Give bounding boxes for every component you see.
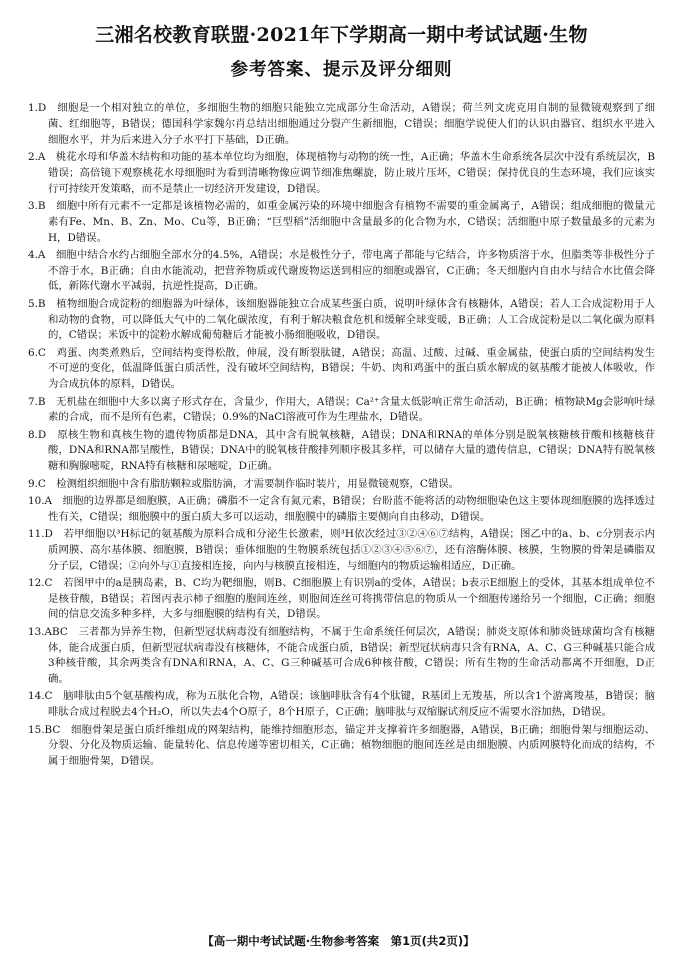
answer-item-3: 3.B 细胞中所有元素不一定都是该植物必需的，如重金属污染的环境中细胞含有植物不需要的重金属离子，A错误；组成细胞的微量元素有Fe、Mn、B、Zn、Mo、Cu等，B正确；“巨型稻”活细胞中含量最多的化合物为水，C错误；活细胞中原子数量最多的元素为H，D错误。 [28, 199, 655, 244]
answer-item-8: 8.D 原核生物和真核生物的遗传物质都是DNA，其中含有脱氧核糖，A错误；DNA和RNA的单体分别是脱氧核糖核苷酸和核糖核苷酸，DNA和RNA都呈酸性，B错误；DNA中的脱氧核苷酸排列顺序极其多样，可以储存大量的遗传信息，C错误；DNA特有脱氧核糖和胸腺嘧啶，RNA特有核糖和尿嘧啶，D正确。 [28, 428, 655, 473]
answer-item-6: 6.C 鸡蛋、肉类煮熟后，空间结构变得松散，伸展，没有断裂肽键，A错误；高温、过酸、过碱、重金属盐，使蛋白质的空间结构发生不可逆的变化，低温降低蛋白质活性，没有破坏空间结构，B错误；牛奶、肉和鸡蛋中的蛋白质水解成的氨基酸才能被人体吸收，作为合成抗体的原料，D错误。 [28, 346, 655, 391]
answer-item-15: 15.BC 细胞骨架是蛋白质纤维组成的网架结构，能维持细胞形态，锚定并支撑着许多细胞器，A错误，B正确；细胞骨架与细胞运动、分裂、分化及物质运输、能量转化、信息传递等密切相关，C正确；植物细胞的胞间连丝是由细胞膜、内质网膜特化而成的结构，不属于细胞骨架，D错误。 [28, 723, 655, 768]
answer-item-11: 11.D 若甲细胞以³H标记的氨基酸为原料合成和分泌生长激素，则³H依次经过③②④⑥⑦结构，A错误；图乙中的a、b、c分别表示内质网膜、高尔基体膜、细胞膜，B错误；垂体细胞的生物膜系统包括①②③④⑤⑥⑦，还有溶酶体膜、核膜，生物膜的骨架是磷脂双分子层，C错误；②向外与①直接相连接，向内与核膜直接相连，与细胞内的物质运输相适应，D正确。 [28, 527, 655, 572]
answer-item-13: 13.ABC 三者都为异养生物，但新型冠状病毒没有细胞结构，不属于生命系统任何层次，A错误；肺炎支原体和肺炎链球菌均含有核糖体，能合成蛋白质，但新型冠状病毒没有核糖体，不能合成蛋白质，B错误；新型冠状病毒只含有RNA，A、C、G三种碱基只能合成3种核苷酸，其余两类含有DNA和RNA，A、C、G三种碱基可合成6种核苷酸，C错误；所有生物的生命活动都离不开细胞，D正确。 [28, 625, 655, 686]
answer-item-10: 10.A 细胞的边界都是细胞膜，A正确；磷脂不一定含有氮元素，B错误；台盼蓝不能将活的动物细胞染色这主要体现细胞膜的选择透过性有关，C错误；细胞膜中的蛋白质大多可以运动，细胞膜中的磷脂主要侧向自由移动，D错误。 [28, 494, 655, 523]
answer-list [28, 101, 655, 921]
answer-item-7: 7.B 无机盐在细胞中大多以离子形式存在，含量少，作用大，A错误；Ca²⁺含量太低影响正常生命活动，B正确；植物缺Mg会影响叶绿素的合成，而不是所有色素，C错误；0.9%的NaCl溶液可作为生理盐水，D错误。 [28, 395, 655, 424]
page-subtitle: 参考答案、提示及评分细则 [230, 60, 453, 80]
answer-item-12: 12.C 若图甲中的a是胰岛素，B、C均为靶细胞，则B、C细胞膜上有识别a的受体，A错误；b表示E细胞上的受体，其基本组成单位不是核苷酸，B错误；若图丙表示柿子细胞的胞间连丝，则胞间连丝可将携带信息的物质从一个细胞传递给另一个细胞，C正确；细胞间的信息交流多种多样，大多与细胞膜的结构有关，D错误。 [28, 576, 655, 621]
answer-item-5: 5.B 植物细胞合成淀粉的细胞器为叶绿体，该细胞器能独立合成某些蛋白质，说明叶绿体含有核糖体，A错误；若人工合成淀粉用于人和动物的食物，可以降低大气中的二氧化碳浓度，有利于解决粮食危机和缓解全球变暖，B正确；人工合成淀粉是以二氧化碳为原料的，C错误；米饭中的淀粉水解成葡萄糖后才能被小肠细胞吸收，D错误。 [28, 297, 655, 342]
answer-item-1: 1.D 细胞是一个相对独立的单位，多细胞生物的细胞只能独立完成部分生命活动，A错误；荷兰列文虎克用自制的显微镜观察到了细菌、红细胞等，B错误；德国科学家魏尔肖总结出细胞通过分裂产生新细胞，C错误；细胞学说使人们的认识由器官、组织水平进入细胞水平，并为后来进入分子水平打下基础，D正确。 [28, 102, 655, 146]
answer-item-14: 14.C 脑啡肽由5个氨基酸构成，称为五肽化合物，A错误；该脑啡肽含有4个肽键，R基团上无羧基，所以含1个游离羧基，B错误；脑啡肽合成过程脱去4个H₂O，所以失去4个O原子，8个H原子，C正确；脑啡肽与双缩脲试剂反应不需要水浴加热，D错误。 [28, 690, 655, 719]
answer-item-2: 2.A 桃花水母和华盖木结构和功能的基本单位均为细胞，体现植物与动物的统一性，A正确；华盖木生命系统各层次中没有系统层次，B错误；高倍镜下观察桃花水母细胞时为看到清晰物像应调节细准焦螺旋，防止玻片压坏，C错误；保持优良的生态环境，我们应该实行可持续开发策略，而不是禁止一切经济开发建设，D错误。 [28, 150, 655, 195]
answer-item-4: 4.A 细胞中结合水约占细胞全部水分的4.5%，A错误；水是极性分子，带电离子都能与它结合，许多物质溶于水，但脂类等非极性分子不溶于水，B正确；自由水能流动，把营养物质或代谢废物运送到相应的细胞或器官，C正确；冬天细胞内自由水与结合水比值会降低，新陈代谢水平减弱，抗逆性提高，D正确。 [28, 248, 655, 293]
page-title: 三湘名校教育联盟·2021年下学期高一期中考试试题·生物 [95, 24, 588, 46]
page-footer: 【高一期中考试试题·生物参考答案 第1页(共2页)】 [202, 934, 475, 948]
answer-item-9: 9.C 检测组织细胞中含有脂肪颗粒或脂肪滴，才需要制作临时装片，用显微镜观察，C错误。 [28, 477, 460, 490]
